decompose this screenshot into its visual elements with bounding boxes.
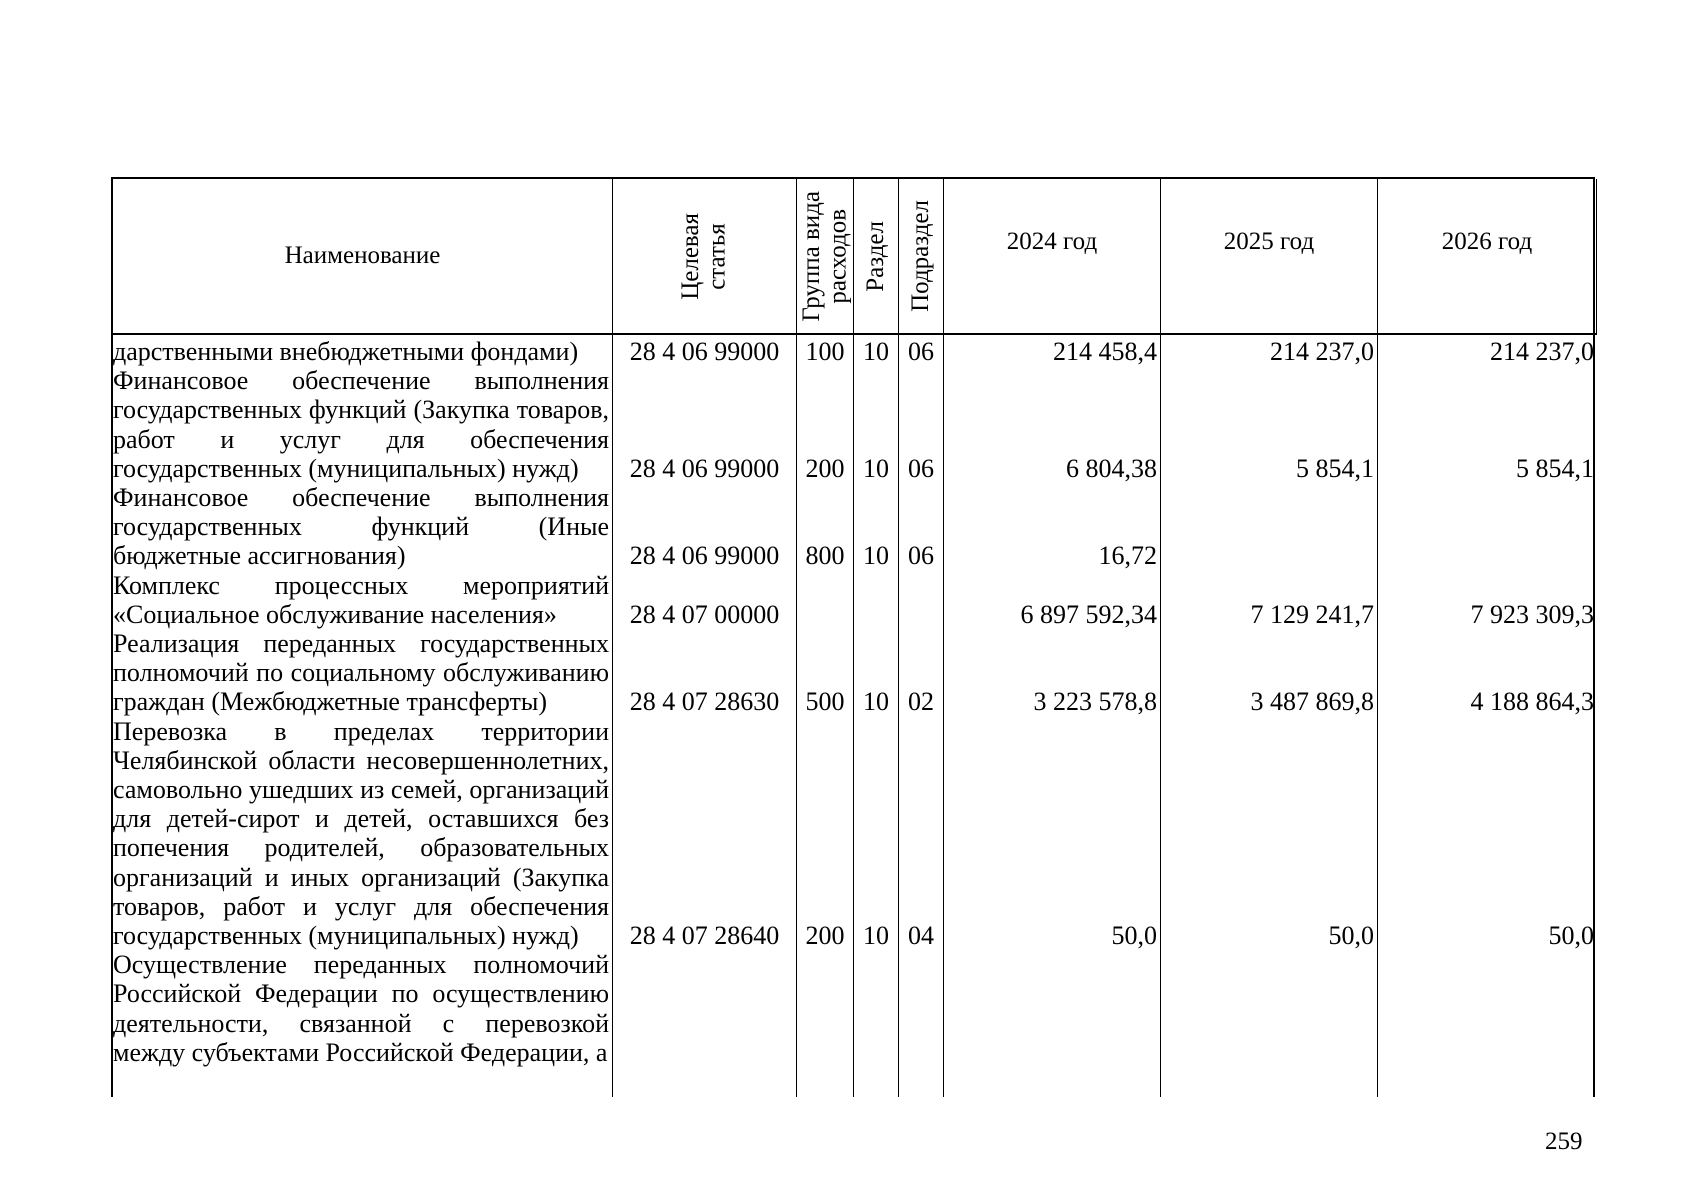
- row-subsection: 02: [908, 687, 934, 717]
- row-subsection: 06: [908, 453, 934, 483]
- row-section: 10: [863, 541, 889, 571]
- row-name: Реализация переданных государственных полномочий по социальному обслуживанию граждан (Межбюджетные трансферты): [113, 629, 609, 717]
- col-subsection: [899, 335, 944, 1097]
- row-name: Финансовое обеспечение выполнения государственных функций (Закупка товаров, работ и услуг для обеспечения государственных (муниципальных) нужд): [113, 366, 609, 483]
- row-value-2025: 5 854,1: [1296, 453, 1374, 483]
- row-code: 28 4 07 28630: [629, 687, 780, 717]
- table-row: [113, 366, 612, 483]
- row-value-2024: 6 897 592,34: [1020, 599, 1157, 629]
- row-section: 10: [863, 453, 889, 483]
- row-name: Перевозка в пределах территории Челябинской области несовершеннолетних, самовольно ушедших из семей, организаций для детей-сирот и детей, оставшихся без попечения родителей, образовательных организаций и иных организаций (Закупка товаров, работ и услуг для обеспечения государственных (муниципальных) нужд): [113, 716, 609, 951]
- col-section: [854, 335, 899, 1097]
- row-name: Комплекс процессных мероприятий «Социальное обслуживание населения»: [113, 570, 609, 629]
- col-2026: [1378, 335, 1597, 1097]
- header-2024: 2024 год: [944, 179, 1161, 335]
- header-2026: 2026 год: [1378, 179, 1597, 335]
- row-value-2025: 7 129 241,7: [1250, 599, 1374, 629]
- header-section: Раздел: [854, 179, 899, 335]
- row-group: 100: [805, 337, 845, 366]
- row-value-2024: 16,72: [1098, 541, 1157, 571]
- row-name: дарственными внебюджетными фондами): [113, 337, 579, 366]
- col-2024: [944, 335, 1161, 1097]
- page-number: 259: [1545, 1128, 1583, 1155]
- table-row: [113, 571, 612, 629]
- header-name: Наименование: [113, 179, 613, 335]
- row-section: 10: [863, 337, 889, 366]
- header-expense-group: Группа вида расходов: [797, 179, 854, 335]
- row-name: Финансовое обеспечение выполнения государственных функций (Иные бюджетные ассигнования): [113, 483, 609, 571]
- table-row: [113, 483, 612, 571]
- row-value-2024: 214 458,4: [1053, 337, 1157, 366]
- table-row: [113, 337, 612, 366]
- row-code: 28 4 07 00000: [629, 599, 780, 629]
- row-code: 28 4 06 99000: [629, 541, 780, 571]
- row-value-2026: 7 923 309,3: [1470, 599, 1594, 629]
- row-code: 28 4 06 99000: [629, 453, 780, 483]
- col-name: [113, 335, 613, 1097]
- row-name: Осуществление переданных полномочий Российской Федерации по осуществлению деятельности, связанной с перевозкой между субъектами Российской Федерации, а: [113, 950, 609, 1067]
- row-value-2024: 3 223 578,8: [1033, 687, 1157, 717]
- row-value-2026: 4 188 864,3: [1470, 687, 1594, 717]
- table-row: [113, 950, 612, 1067]
- budget-table: [111, 177, 1595, 1097]
- row-subsection: 06: [908, 541, 934, 571]
- row-value-2026: 5 854,1: [1516, 453, 1594, 483]
- row-value-2025: 214 237,0: [1270, 337, 1374, 366]
- row-code: 28 4 07 28640: [629, 921, 780, 951]
- header-2025: 2025 год: [1161, 179, 1378, 335]
- row-value-2026: 214 237,0: [1490, 337, 1594, 366]
- col-expense-group: [797, 335, 854, 1097]
- row-group: 500: [805, 687, 845, 717]
- row-group: 800: [805, 541, 845, 571]
- header-subsection: Подраздел: [899, 179, 944, 335]
- row-subsection: 06: [908, 337, 934, 366]
- row-section: 10: [863, 687, 889, 717]
- row-section: 10: [863, 921, 889, 951]
- header-target-article: Целевая статья: [613, 179, 797, 335]
- row-value-2025: 3 487 869,8: [1250, 687, 1374, 717]
- row-group: 200: [805, 921, 845, 951]
- col-2025: [1161, 335, 1378, 1097]
- col-target-article: [613, 335, 797, 1097]
- row-value-2024: 6 804,38: [1066, 453, 1157, 483]
- row-value-2026: 50,0: [1548, 921, 1594, 951]
- row-value-2025: 50,0: [1328, 921, 1374, 951]
- row-code: 28 4 06 99000: [629, 337, 780, 366]
- row-group: 200: [805, 453, 845, 483]
- row-value-2024: 50,0: [1111, 921, 1157, 951]
- row-subsection: 04: [908, 921, 934, 951]
- table-row: [113, 717, 612, 951]
- table-row: [113, 629, 612, 717]
